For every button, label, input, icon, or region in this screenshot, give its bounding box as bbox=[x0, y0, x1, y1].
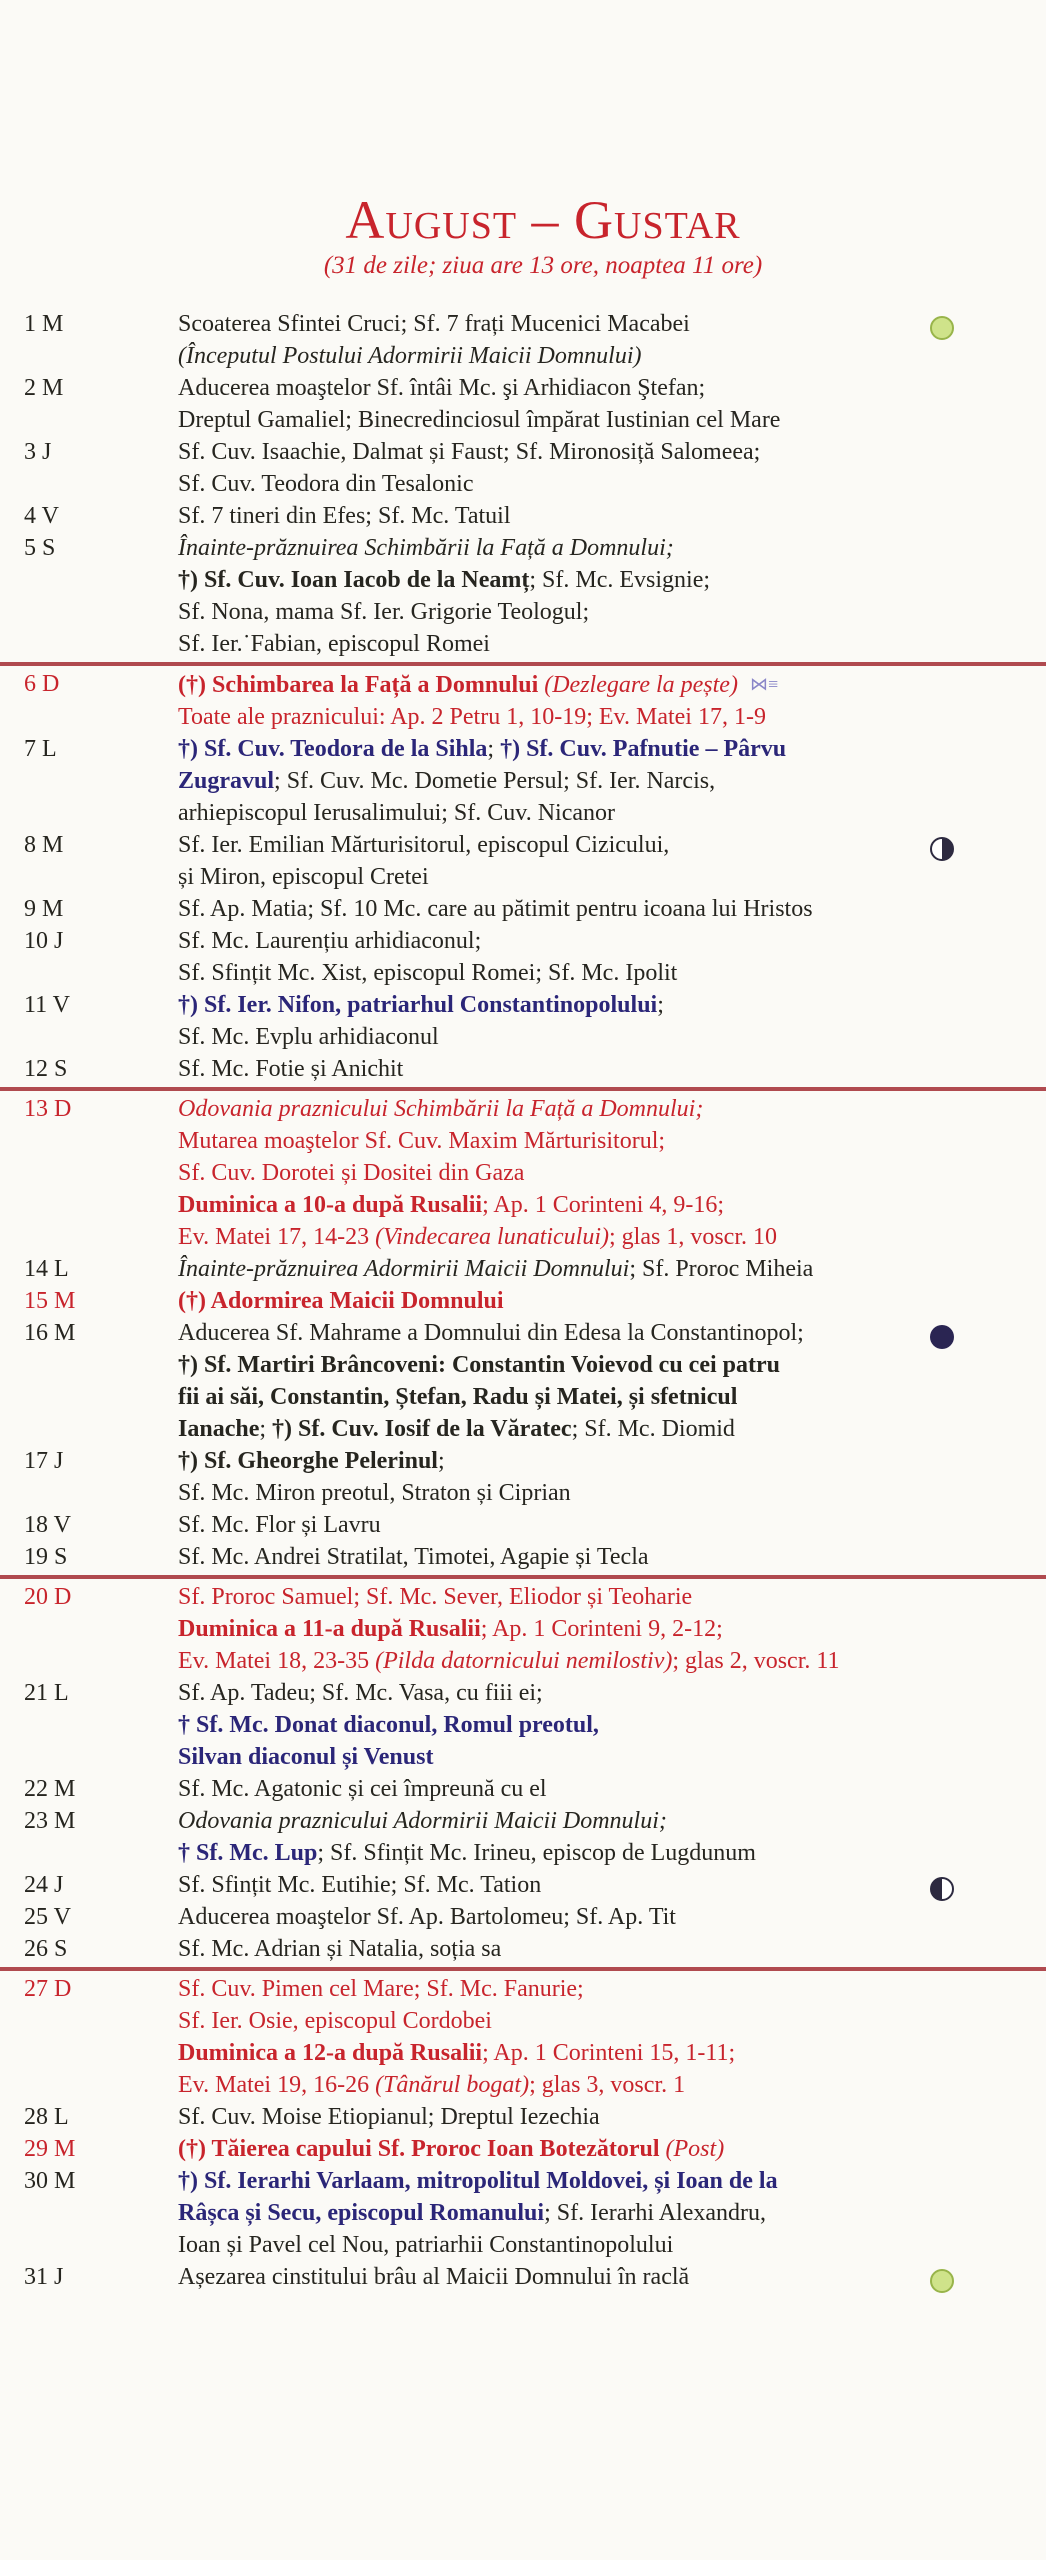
day-line bbox=[178, 1221, 968, 1253]
text-segment: †) Sf. Ierarhi Varlaam, mitropolitul Moldovei, și Ioan de la bbox=[178, 2168, 778, 2194]
text-segment: Sf. 7 tineri din Efes; Sf. Mc. Tatuil bbox=[178, 503, 511, 529]
day-line bbox=[178, 500, 968, 532]
text-segment: Sf. Proroc Samuel; Sf. Mc. Sever, Eliodor și Teoharie bbox=[178, 1584, 693, 1610]
day-line bbox=[178, 1709, 968, 1741]
day-line bbox=[178, 1837, 968, 1869]
day-line bbox=[178, 668, 968, 701]
day-text bbox=[178, 1773, 968, 1805]
day-text bbox=[178, 1869, 968, 1901]
calendar-day-row bbox=[0, 664, 1046, 733]
text-segment: Sf. Cuv. Pimen cel Mare; Sf. Mc. Fanurie; bbox=[178, 1976, 584, 2002]
text-segment: (Tânărul bogat) bbox=[375, 2072, 530, 2098]
text-segment: ; Sf. Cuv. Mc. Dometie Persul; Sf. Ier. Narcis, bbox=[274, 768, 716, 794]
day-date: 18 V bbox=[24, 1512, 71, 1538]
day-date: 9 M bbox=[24, 896, 64, 922]
day-line bbox=[178, 436, 968, 468]
day-line bbox=[178, 404, 968, 436]
day-line bbox=[178, 2229, 968, 2261]
text-segment: ; Ap. 1 Corinteni 15, 1-11; bbox=[482, 2040, 736, 2066]
text-segment: †) Sf. Cuv. Ioan Iacob de la Neamț bbox=[178, 567, 530, 593]
day-line bbox=[178, 1901, 968, 1933]
text-segment: Sf. Cuv. Dorotei și Dositei din Gaza bbox=[178, 1160, 525, 1186]
day-line bbox=[178, 1645, 968, 1677]
text-segment: ; bbox=[437, 1448, 445, 1474]
day-line bbox=[178, 1053, 968, 1085]
text-segment: (†) Schimbarea la Față a Domnului bbox=[178, 672, 539, 698]
text-segment: Duminica a 10-a după Rusalii bbox=[178, 1192, 483, 1218]
text-segment: Toate ale praznicului: Ap. 2 Petru 1, 10-19; Ev. Matei 17, 1-9 bbox=[178, 704, 766, 730]
day-line bbox=[178, 925, 968, 957]
day-text bbox=[178, 1541, 968, 1573]
day-line bbox=[178, 1189, 968, 1221]
day-line bbox=[178, 861, 968, 893]
day-line bbox=[178, 372, 968, 404]
day-date: 19 S bbox=[24, 1544, 68, 1570]
day-text bbox=[178, 1093, 968, 1253]
day-text bbox=[178, 668, 968, 733]
calendar-day-row bbox=[0, 893, 1046, 925]
text-segment: Mutarea moaştelor Sf. Cuv. Maxim Mărturisitorul; bbox=[178, 1128, 666, 1154]
day-line bbox=[178, 1581, 968, 1613]
day-date: 10 J bbox=[24, 928, 64, 954]
calendar-day-row bbox=[0, 308, 1046, 372]
text-segment: Ev. Matei 19, 16-26 bbox=[178, 2072, 376, 2098]
text-segment: Sf. Sfințit Mc. Eutihie; Sf. Mc. Tation bbox=[178, 1872, 542, 1898]
day-line bbox=[178, 765, 968, 797]
text-segment: Înainte-prăznuirea Schimbării la Față a Domnului; bbox=[178, 535, 674, 561]
text-segment: (†) Tăierea capului Sf. Proroc Ioan Botezătorul bbox=[178, 2136, 660, 2162]
day-date: 24 J bbox=[24, 1872, 64, 1898]
calendar-day-row bbox=[0, 1541, 1046, 1577]
text-segment: Așezarea cinstitului brâu al Maicii Domnului în raclă bbox=[178, 2264, 690, 2290]
text-segment: ; Sf. Proroc Miheia bbox=[629, 1256, 814, 1282]
day-date: 15 M bbox=[24, 1288, 76, 1314]
text-segment: Sf. Nona, mama Sf. Ier. Grigorie Teologul; bbox=[178, 599, 590, 625]
text-segment: Înainte-prăznuirea Adormirii Maicii Domnului bbox=[178, 1256, 630, 1282]
text-segment: †) Sf. Ier. Nifon, patriarhul Constantinopolului bbox=[178, 992, 658, 1018]
day-text bbox=[178, 532, 968, 660]
text-segment: (†) Adormirea Maicii Domnului bbox=[178, 1288, 504, 1314]
day-line bbox=[178, 564, 968, 596]
day-line bbox=[178, 1349, 968, 1381]
day-text bbox=[178, 1973, 968, 2101]
day-line bbox=[178, 2165, 968, 2197]
day-date: 25 V bbox=[24, 1904, 71, 1930]
day-line bbox=[178, 1477, 968, 1509]
day-date: 31 J bbox=[24, 2264, 64, 2290]
text-segment: ; Ap. 1 Corinteni 9, 2-12; bbox=[480, 1616, 723, 1642]
day-line bbox=[178, 340, 968, 372]
text-segment: Sf. Sfințit Mc. Xist, episcopul Romei; Sf. Mc. Ipolit bbox=[178, 960, 678, 986]
day-date: 3 J bbox=[24, 439, 52, 465]
day-date: 11 V bbox=[24, 992, 71, 1018]
text-segment: Dreptul Gamaliel; Binecredinciosul împărat Iustinian cel Mare bbox=[178, 407, 781, 433]
day-text bbox=[178, 989, 968, 1053]
calendar-day-row bbox=[0, 500, 1046, 532]
day-line bbox=[178, 2197, 968, 2229]
calendar-day-row bbox=[0, 1253, 1046, 1285]
calendar-day-row bbox=[0, 733, 1046, 829]
text-segment: Duminica a 11-a după Rusalii bbox=[178, 1616, 481, 1642]
day-line bbox=[178, 1869, 968, 1901]
calendar-day-row bbox=[0, 1969, 1046, 2101]
text-segment: (Pilda datornicului nemilostiv) bbox=[375, 1648, 673, 1674]
day-date: 8 M bbox=[24, 832, 64, 858]
day-text bbox=[178, 925, 968, 989]
text-segment: ; glas 3, voscr. 1 bbox=[529, 2072, 686, 2098]
day-text bbox=[178, 829, 968, 893]
calendar-day-row bbox=[0, 532, 1046, 664]
day-text bbox=[178, 500, 968, 532]
text-segment: Sf. Mc. Laurențiu arhidiaconul; bbox=[178, 928, 482, 954]
text-segment: ; bbox=[259, 1416, 273, 1442]
day-date: 14 L bbox=[24, 1256, 69, 1282]
text-segment: †) Sf. Martiri Brâncoveni: Constantin Voievod cu cei patru bbox=[178, 1352, 780, 1378]
day-line bbox=[178, 1933, 968, 1965]
day-line bbox=[178, 468, 968, 500]
day-text bbox=[178, 1933, 968, 1965]
day-date: 23 M bbox=[24, 1808, 76, 1834]
day-text bbox=[178, 2165, 968, 2261]
first-quarter-moon-icon bbox=[930, 837, 954, 861]
day-text bbox=[178, 1285, 968, 1317]
calendar-day-row bbox=[0, 1509, 1046, 1541]
calendar-day-row bbox=[0, 1577, 1046, 1677]
text-segment: Sf. Mc. Fotie și Anichit bbox=[178, 1056, 404, 1082]
calendar-day-row bbox=[0, 1285, 1046, 1317]
day-date: 27 D bbox=[24, 1976, 72, 2002]
day-date: 28 L bbox=[24, 2104, 69, 2130]
day-text bbox=[178, 733, 968, 829]
day-text bbox=[178, 1805, 968, 1869]
calendar-day-row bbox=[0, 1317, 1046, 1445]
text-segment: (Vindecarea lunaticului) bbox=[375, 1224, 610, 1250]
text-segment: ; Sf. Mc. Evsignie; bbox=[529, 567, 711, 593]
text-segment: Odovania praznicului Schimbării la Față a Domnului; bbox=[178, 1096, 704, 1122]
text-segment: Sf. Ap. Tadeu; Sf. Mc. Vasa, cu fiii ei; bbox=[178, 1680, 543, 1706]
text-segment: Sf. Cuv. Teodora din Tesalonic bbox=[178, 471, 474, 497]
text-segment: Sf. Ier. Emilian Mărturisitorul, episcopul Cizicului, bbox=[178, 832, 670, 858]
day-line bbox=[178, 2037, 968, 2069]
day-text bbox=[178, 308, 968, 372]
day-text bbox=[178, 1677, 968, 1773]
day-text bbox=[178, 372, 968, 436]
day-line bbox=[178, 532, 968, 564]
day-date: 30 M bbox=[24, 2168, 76, 2194]
day-line bbox=[178, 2261, 968, 2293]
text-segment: Ev. Matei 18, 23-35 bbox=[178, 1648, 376, 1674]
day-line bbox=[178, 829, 968, 861]
text-segment: Sf. Mc. Agatonic și cei împreună cu el bbox=[178, 1776, 547, 1802]
day-line bbox=[178, 1445, 968, 1477]
day-line bbox=[178, 1509, 968, 1541]
text-segment: Sf. Mc. Flor și Lavru bbox=[178, 1512, 381, 1538]
day-line bbox=[178, 1157, 968, 1189]
day-text bbox=[178, 1445, 968, 1509]
day-line bbox=[178, 893, 968, 925]
text-segment: arhiepiscopul Ierusalimului; Sf. Cuv. Nicanor bbox=[178, 800, 616, 826]
calendar-day-row bbox=[0, 2261, 1046, 2293]
fish-icon: ⋈≡ bbox=[749, 674, 779, 694]
text-segment: Aducerea moaştelor Sf. Ap. Bartolomeu; Sf. Ap. Tit bbox=[178, 1904, 676, 1930]
text-segment: Zugravul bbox=[178, 768, 275, 794]
day-line bbox=[178, 2005, 968, 2037]
text-segment: Odovania praznicului Adormirii Maicii Domnului; bbox=[178, 1808, 667, 1834]
calendar-day-row bbox=[0, 2165, 1046, 2261]
month-subtitle: (31 de zile; ziua are 13 ore, noaptea 11 ore) bbox=[323, 252, 763, 279]
day-text bbox=[178, 2261, 968, 2293]
day-text bbox=[178, 1901, 968, 1933]
text-segment: Aducerea moaştelor Sf. întâi Mc. şi Arhidiacon Ştefan; bbox=[178, 375, 706, 401]
day-date: 2 M bbox=[24, 375, 64, 401]
text-segment: Ev. Matei 17, 14-23 bbox=[178, 1224, 376, 1250]
text-segment: ; glas 2, voscr. 11 bbox=[672, 1648, 840, 1674]
day-date: 21 L bbox=[24, 1680, 69, 1706]
day-line bbox=[178, 1773, 968, 1805]
text-segment: Ianache bbox=[178, 1416, 260, 1442]
calendar-day-row bbox=[0, 1901, 1046, 1933]
calendar-day-row bbox=[0, 1089, 1046, 1253]
day-text bbox=[178, 1509, 968, 1541]
day-date: 12 S bbox=[24, 1056, 68, 1082]
text-segment: Aducerea Sf. Mahrame a Domnului din Edesa la Constantinopol; bbox=[178, 1320, 804, 1346]
day-line bbox=[178, 1973, 968, 2005]
calendar-day-row bbox=[0, 1933, 1046, 1969]
day-date: 16 M bbox=[24, 1320, 76, 1346]
day-date: 4 V bbox=[24, 503, 59, 529]
month-title: August – Gustar bbox=[345, 190, 741, 250]
text-segment: ; bbox=[657, 992, 664, 1018]
text-segment: Sf. Mc. Andrei Stratilat, Timotei, Agapie și Tecla bbox=[178, 1544, 649, 1570]
day-line bbox=[178, 797, 968, 829]
text-segment: ; Sf. Mc. Diomid bbox=[571, 1416, 735, 1442]
calendar-day-row bbox=[0, 2133, 1046, 2165]
calendar-day-row bbox=[0, 436, 1046, 500]
last-quarter-moon-icon bbox=[930, 1877, 954, 1901]
day-line bbox=[178, 1541, 968, 1573]
new-moon-icon bbox=[930, 2269, 954, 2293]
day-line bbox=[178, 1805, 968, 1837]
day-line bbox=[178, 1253, 968, 1285]
calendar-day-row bbox=[0, 1677, 1046, 1773]
text-segment: ; Sf. Ierarhi Alexandru, bbox=[544, 2200, 766, 2226]
day-text bbox=[178, 1053, 968, 1085]
day-date: 22 M bbox=[24, 1776, 76, 1802]
calendar-list bbox=[0, 308, 1046, 2293]
day-line bbox=[178, 1741, 968, 1773]
text-segment: (Post) bbox=[659, 2136, 725, 2162]
calendar-day-row bbox=[0, 1445, 1046, 1509]
day-line bbox=[178, 1285, 968, 1317]
text-segment: †) Sf. Gheorghe Pelerinul bbox=[178, 1448, 438, 1474]
text-segment: Scoaterea Sfintei Cruci; Sf. 7 frați Mucenici Macabei bbox=[178, 311, 690, 337]
text-segment: † Sf. Mc. Donat diaconul, Romul preotul, bbox=[178, 1712, 599, 1738]
day-line bbox=[178, 1413, 968, 1445]
day-date: 26 S bbox=[24, 1936, 68, 1962]
text-segment: Sf. Mc. Miron preotul, Straton și Ciprian bbox=[178, 1480, 571, 1506]
day-line bbox=[178, 733, 968, 765]
text-segment: Râșca și Secu, episcopul Romanului bbox=[178, 2200, 545, 2226]
text-segment: Silvan diaconul și Venust bbox=[178, 1744, 434, 1770]
day-text bbox=[178, 2133, 968, 2165]
day-line bbox=[178, 2133, 968, 2165]
day-date: 5 S bbox=[24, 535, 56, 561]
day-text bbox=[178, 1253, 968, 1285]
calendar-day-row bbox=[0, 2101, 1046, 2133]
text-segment: ; Ap. 1 Corinteni 4, 9-16; bbox=[482, 1192, 725, 1218]
day-text bbox=[178, 1317, 968, 1445]
text-segment: †) Sf. Cuv. Pafnutie – Pârvu bbox=[500, 736, 787, 762]
day-date: 7 L bbox=[24, 736, 57, 762]
day-text bbox=[178, 893, 968, 925]
text-segment: Sf. Cuv. Moise Etiopianul; Dreptul Iezechia bbox=[178, 2104, 600, 2130]
day-date: 1 M bbox=[24, 311, 64, 337]
day-line bbox=[178, 1317, 968, 1349]
day-line bbox=[178, 2069, 968, 2101]
day-date: 6 D bbox=[24, 671, 60, 697]
day-line bbox=[178, 628, 968, 660]
calendar-day-row bbox=[0, 1053, 1046, 1089]
calendar-day-row bbox=[0, 989, 1046, 1053]
day-line bbox=[178, 2101, 968, 2133]
text-segment: (Începutul Postului Adormirii Maicii Domnului) bbox=[178, 343, 642, 369]
day-date: 20 D bbox=[24, 1584, 72, 1610]
text-segment: Sf. Cuv. Isaachie, Dalmat și Faust; Sf. Mironosiță Salomeea; bbox=[178, 439, 761, 465]
text-segment: †) Sf. Cuv. Teodora de la Sihla bbox=[178, 736, 488, 762]
day-date: 17 J bbox=[24, 1448, 64, 1474]
text-segment: ; Sf. Sfințit Mc. Irineu, episcop de Lugdunum bbox=[317, 1840, 756, 1866]
text-segment: ; glas 1, voscr. 10 bbox=[609, 1224, 778, 1250]
day-text bbox=[178, 436, 968, 500]
text-segment: Sf. Mc. Adrian și Natalia, soția sa bbox=[178, 1936, 502, 1962]
day-line bbox=[178, 308, 968, 340]
day-line bbox=[178, 1381, 968, 1413]
calendar-day-row bbox=[0, 925, 1046, 989]
day-line bbox=[178, 989, 968, 1021]
text-segment: Sf. Mc. Evplu arhidiaconul bbox=[178, 1024, 439, 1050]
text-segment: Duminica a 12-a după Rusalii bbox=[178, 2040, 483, 2066]
text-segment: (Dezlegare la pește) bbox=[538, 672, 738, 698]
day-line bbox=[178, 1021, 968, 1053]
day-text bbox=[178, 1581, 968, 1677]
text-segment: și Miron, episcopul Cretei bbox=[178, 864, 429, 890]
day-date: 29 M bbox=[24, 2136, 76, 2162]
day-date: 13 D bbox=[24, 1096, 72, 1122]
text-segment: Ioan și Pavel cel Nou, patriarhii Constantinopolului bbox=[178, 2232, 674, 2258]
text-segment: † Sf. Mc. Lup bbox=[178, 1840, 318, 1866]
day-line bbox=[178, 701, 968, 733]
text-segment: Sf. Ier. Osie, episcopul Cordobei bbox=[178, 2008, 492, 2034]
day-line bbox=[178, 1677, 968, 1709]
text-segment: ; bbox=[487, 736, 501, 762]
full-moon-icon bbox=[930, 1325, 954, 1349]
calendar-day-row bbox=[0, 372, 1046, 436]
text-segment: †) Sf. Cuv. Iosif de la Văratec bbox=[272, 1416, 572, 1442]
day-text bbox=[178, 2101, 968, 2133]
calendar-day-row bbox=[0, 829, 1046, 893]
day-line bbox=[178, 596, 968, 628]
day-line bbox=[178, 1093, 968, 1125]
text-segment: Sf. Ap. Matia; Sf. 10 Mc. care au pătimit pentru icoana lui Hristos bbox=[178, 896, 813, 922]
text-segment: Sf. Ier.˙Fabian, episcopul Romei bbox=[178, 631, 490, 657]
calendar-day-row bbox=[0, 1805, 1046, 1869]
month-header bbox=[0, 190, 1046, 282]
day-line bbox=[178, 1125, 968, 1157]
text-segment: fii ai săi, Constantin, Ștefan, Radu și Matei, și sfetnicul bbox=[178, 1384, 738, 1410]
new-moon-icon bbox=[930, 316, 954, 340]
day-line bbox=[178, 957, 968, 989]
calendar-day-row bbox=[0, 1869, 1046, 1901]
day-line bbox=[178, 1613, 968, 1645]
calendar-day-row bbox=[0, 1773, 1046, 1805]
